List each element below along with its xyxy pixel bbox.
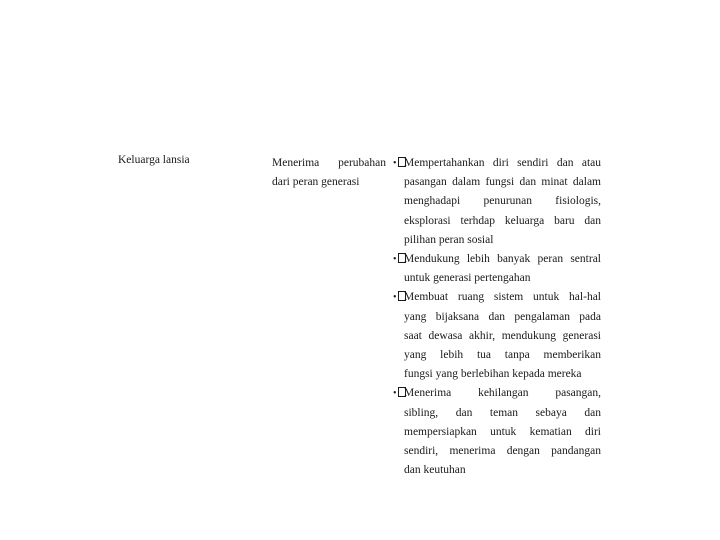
bullet-icon: •: [393, 288, 406, 307]
stage-cell: Keluarga lansia: [118, 154, 190, 166]
bullet-point: [393, 250, 601, 288]
point-line: mempersiapkan untuk kematian diri: [404, 425, 601, 438]
bullet-icon: •: [393, 154, 406, 173]
bullet-icon: •: [393, 384, 406, 403]
bullet-point: [393, 384, 601, 480]
point-line: pilihan peran sosial: [404, 233, 494, 246]
point-line: sendiri, menerima dengan pandangan: [404, 445, 601, 458]
point-line: fungsi yang berlebihan kepada mereka: [404, 368, 582, 381]
point-line: untuk generasi pertengahan: [404, 272, 531, 285]
point-line: Menerima kehilangan pasangan,: [404, 387, 601, 400]
point-line: yang lebih tua tanpa memberikan: [404, 349, 601, 362]
point-line: menghadapi penurunan fisiologis,: [404, 195, 601, 208]
point-line: sibling, dan teman sebaya dan: [404, 406, 601, 419]
point-line: yang bijaksana dan pengalaman pada: [404, 310, 601, 323]
task-line: Menerima perubahan: [272, 157, 386, 169]
point-line: Membuat ruang sistem untuk hal-hal: [404, 291, 601, 304]
point-line: dan keutuhan: [404, 464, 466, 477]
point-line: eksplorasi terhdap keluarga baru dan: [404, 214, 601, 227]
task-cell: [272, 154, 386, 192]
point-line: saat dewasa akhir, mendukung generasi: [404, 329, 601, 342]
point-line: Mendukung lebih banyak peran sentral: [404, 253, 601, 266]
bullet-point: [393, 154, 601, 250]
bullet-icon: •: [393, 250, 406, 269]
point-line: Mempertahankan diri sendiri dan atau: [404, 157, 601, 169]
points-cell: [393, 154, 601, 480]
task-line: dari peran generasi: [272, 176, 360, 189]
bullet-point: [393, 288, 601, 384]
point-line: pasangan dalam fungsi dan minat dalam: [404, 176, 601, 189]
